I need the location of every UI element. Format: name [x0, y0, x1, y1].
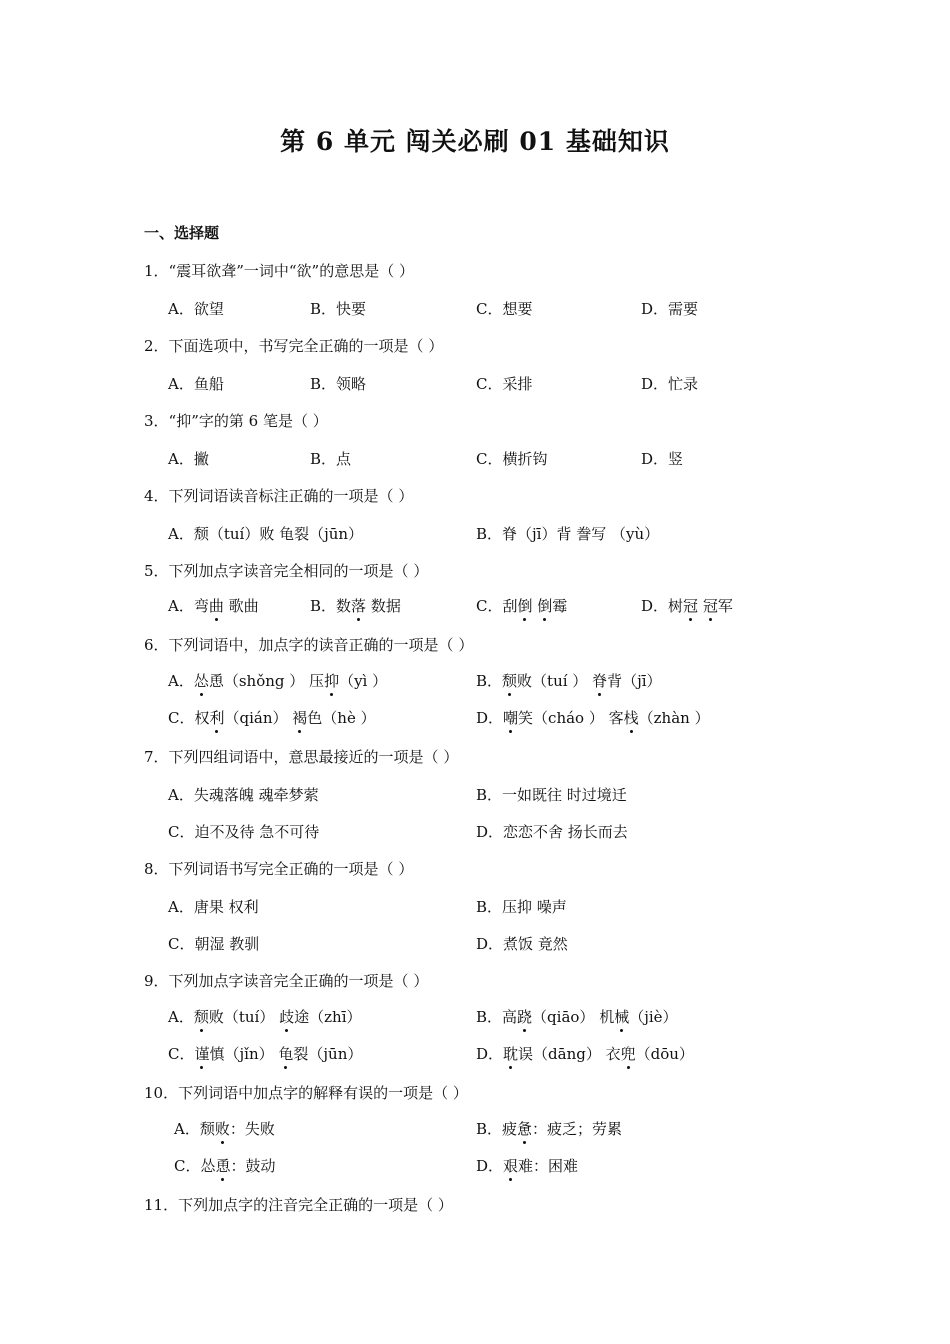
dotted-character: 抑: [324, 672, 340, 690]
question-9-option-d[interactable]: [476, 1043, 694, 1064]
question-3-option-d[interactable]: D．竖: [641, 450, 684, 468]
dotted-character: 曲: [208, 597, 224, 615]
option-text: B．数: [310, 597, 352, 615]
dotted-character: 脊: [592, 672, 608, 690]
section-heading: 一、选择题: [144, 224, 220, 242]
question-4-option-a[interactable]: A．颓（tuí）败 龟裂（jūn）: [168, 525, 364, 543]
option-text: 恿（shǒng ） 压: [208, 672, 325, 690]
question-3-option-b[interactable]: B．点: [310, 450, 352, 468]
dotted-character: 艰: [503, 1157, 519, 1175]
question-5-option-d[interactable]: [641, 595, 733, 616]
dotted-character: 冠: [702, 597, 718, 615]
option-text: 数: [366, 597, 386, 615]
option-text: A．: [168, 1008, 194, 1026]
question-1-option-b[interactable]: B．快要: [310, 300, 367, 318]
dotted-character: 械: [614, 1008, 630, 1026]
question-10-option-c[interactable]: [174, 1155, 276, 1176]
option-text: B．疲: [476, 1120, 518, 1138]
option-text: A．颓: [174, 1120, 215, 1138]
question-9-option-c[interactable]: [168, 1043, 362, 1064]
dotted-character: 恿: [215, 1157, 231, 1175]
question-7-stem: 7．下列四组词语中，意思最接近的一项是（ ）: [144, 748, 459, 766]
option-text: （qián）: [224, 709, 293, 727]
question-8-option-d[interactable]: D．煮饭 竟然: [476, 935, 568, 953]
dotted-character: 倒: [537, 597, 553, 615]
option-text: 歌: [223, 597, 244, 615]
question-1-option-c[interactable]: C．想要: [476, 300, 533, 318]
question-7-option-b[interactable]: B．一如既往 时过境迁: [476, 786, 627, 804]
question-6-stem: 6．下列词语中，加点字的读音正确的一项是（ ）: [144, 636, 474, 654]
option-text: （jiè）: [629, 1008, 678, 1026]
question-5-option-c[interactable]: [476, 595, 567, 616]
option-text: B．高: [476, 1008, 518, 1026]
option-text: ：疲乏；劳累: [532, 1120, 623, 1138]
dotted-character: 龟: [278, 1045, 294, 1063]
page-title: 第 6 单元 闯关必刷 01 基础知识: [280, 127, 670, 156]
question-3-stem: 3．“抑”字的第 6 笔是（ ）: [144, 412, 328, 430]
option-text: （zhàn ）: [638, 709, 710, 727]
option-text: 曲: [243, 597, 259, 615]
option-text: ：失败: [229, 1120, 275, 1138]
question-8-option-a[interactable]: A．唐果 权利: [168, 898, 259, 916]
option-text: 败（tuí）: [208, 1008, 280, 1026]
question-5-option-a[interactable]: [168, 595, 259, 616]
dotted-character: 怂: [193, 672, 209, 690]
option-text: D．树: [641, 597, 684, 615]
question-7-option-c[interactable]: C．迫不及待 急不可待: [168, 823, 320, 841]
question-7-option-d[interactable]: D．恋恋不舍 扬长而去: [476, 823, 628, 841]
option-text: ：鼓动: [230, 1157, 276, 1175]
dotted-character: 颓: [193, 1008, 209, 1026]
question-1-option-a[interactable]: A．欲望: [168, 300, 224, 318]
question-6-option-b[interactable]: [476, 670, 662, 691]
option-text: （dōu）: [635, 1045, 694, 1063]
option-text: （yì ）: [339, 672, 388, 690]
question-4-stem: 4．下列词语读音标注正确的一项是（ ）: [144, 487, 414, 505]
dotted-character: 利: [209, 709, 225, 727]
question-3-option-a[interactable]: A．撇: [168, 450, 209, 468]
question-6-option-a[interactable]: [168, 670, 387, 691]
question-5-stem: 5．下列加点字读音完全相同的一项是（ ）: [144, 562, 429, 580]
option-text: B．: [476, 672, 503, 690]
dotted-character: 耽: [503, 1045, 519, 1063]
option-text: C．怂: [174, 1157, 216, 1175]
dotted-character: 惫: [517, 1120, 533, 1138]
dotted-character: 落: [351, 597, 367, 615]
question-4-option-b[interactable]: B．脊（jī）背 誊写 （yù）: [476, 525, 660, 543]
option-text: 裂（jūn）: [293, 1045, 363, 1063]
question-8-option-b[interactable]: B．压抑 噪声: [476, 898, 567, 916]
dotted-character: 冠: [683, 597, 699, 615]
dotted-character: 跷: [517, 1008, 533, 1026]
option-text: 背（jī）: [607, 672, 662, 690]
option-text: A．弯: [168, 597, 209, 615]
dotted-character: 栈: [623, 709, 639, 727]
question-2-option-d[interactable]: D．忙录: [641, 375, 699, 393]
question-3-option-c[interactable]: C．横折钩: [476, 450, 548, 468]
question-1-stem: 1．“震耳欲聋”一词中“欲”的意思是（ ）: [144, 262, 414, 280]
question-2-option-b[interactable]: B．领略: [310, 375, 367, 393]
dotted-character: 兜: [620, 1045, 636, 1063]
question-7-option-a[interactable]: A．失魂落魄 魂牵梦萦: [168, 786, 319, 804]
option-text: 色（hè ）: [307, 709, 376, 727]
option-text: D．: [476, 1157, 504, 1175]
question-6-option-d[interactable]: [476, 707, 710, 728]
question-10-option-b[interactable]: [476, 1118, 622, 1139]
question-8-option-c[interactable]: C．朝湿 教驯: [168, 935, 260, 953]
option-text: 笑（cháo ） 客: [518, 709, 624, 727]
question-2-option-c[interactable]: C．采排: [476, 375, 533, 393]
question-10-option-d[interactable]: [476, 1155, 578, 1176]
dotted-character: 谨: [194, 1045, 210, 1063]
dotted-character: 褐: [292, 709, 308, 727]
option-text: 霉: [552, 597, 568, 615]
question-5-option-b[interactable]: [310, 595, 401, 616]
option-text: C．权: [168, 709, 210, 727]
option-text: 难：困难: [518, 1157, 579, 1175]
question-9-stem: 9．下列加点字读音完全正确的一项是（ ）: [144, 972, 429, 990]
dotted-character: 倒: [517, 597, 533, 615]
question-2-option-a[interactable]: A．鱼船: [168, 375, 224, 393]
option-text: 误（dāng） 衣: [518, 1045, 621, 1063]
option-text: 慎（jǐn）: [209, 1045, 279, 1063]
option-text: C．: [168, 1045, 195, 1063]
question-10-option-a[interactable]: [174, 1118, 275, 1139]
option-text: C．刮: [476, 597, 518, 615]
dotted-character: 歧: [279, 1008, 295, 1026]
dotted-character: 败: [214, 1120, 230, 1138]
option-text: （qiāo） 机: [532, 1008, 615, 1026]
dotted-character: 嘲: [503, 709, 519, 727]
option-text: 据: [385, 597, 401, 615]
question-10-stem: 10．下列词语中加点字的解释有误的一项是（ ）: [144, 1084, 468, 1102]
option-text: 途（zhī）: [294, 1008, 362, 1026]
option-text: D．: [476, 1045, 504, 1063]
option-text: 败（tuí ）: [517, 672, 593, 690]
option-text: 军: [717, 597, 733, 615]
question-11-stem: 11．下列加点字的注音完全正确的一项是（ ）: [144, 1196, 453, 1214]
question-2-stem: 2．下面选项中，书写完全正确的一项是（ ）: [144, 337, 444, 355]
dotted-character: 颓: [502, 672, 518, 690]
question-6-option-c[interactable]: [168, 707, 376, 728]
question-8-stem: 8．下列词语书写完全正确的一项是（ ）: [144, 860, 414, 878]
option-text: D．: [476, 709, 504, 727]
question-1-option-d[interactable]: D．需要: [641, 300, 699, 318]
option-text: A．: [168, 672, 194, 690]
question-9-option-a[interactable]: [168, 1006, 362, 1027]
question-9-option-b[interactable]: [476, 1006, 678, 1027]
